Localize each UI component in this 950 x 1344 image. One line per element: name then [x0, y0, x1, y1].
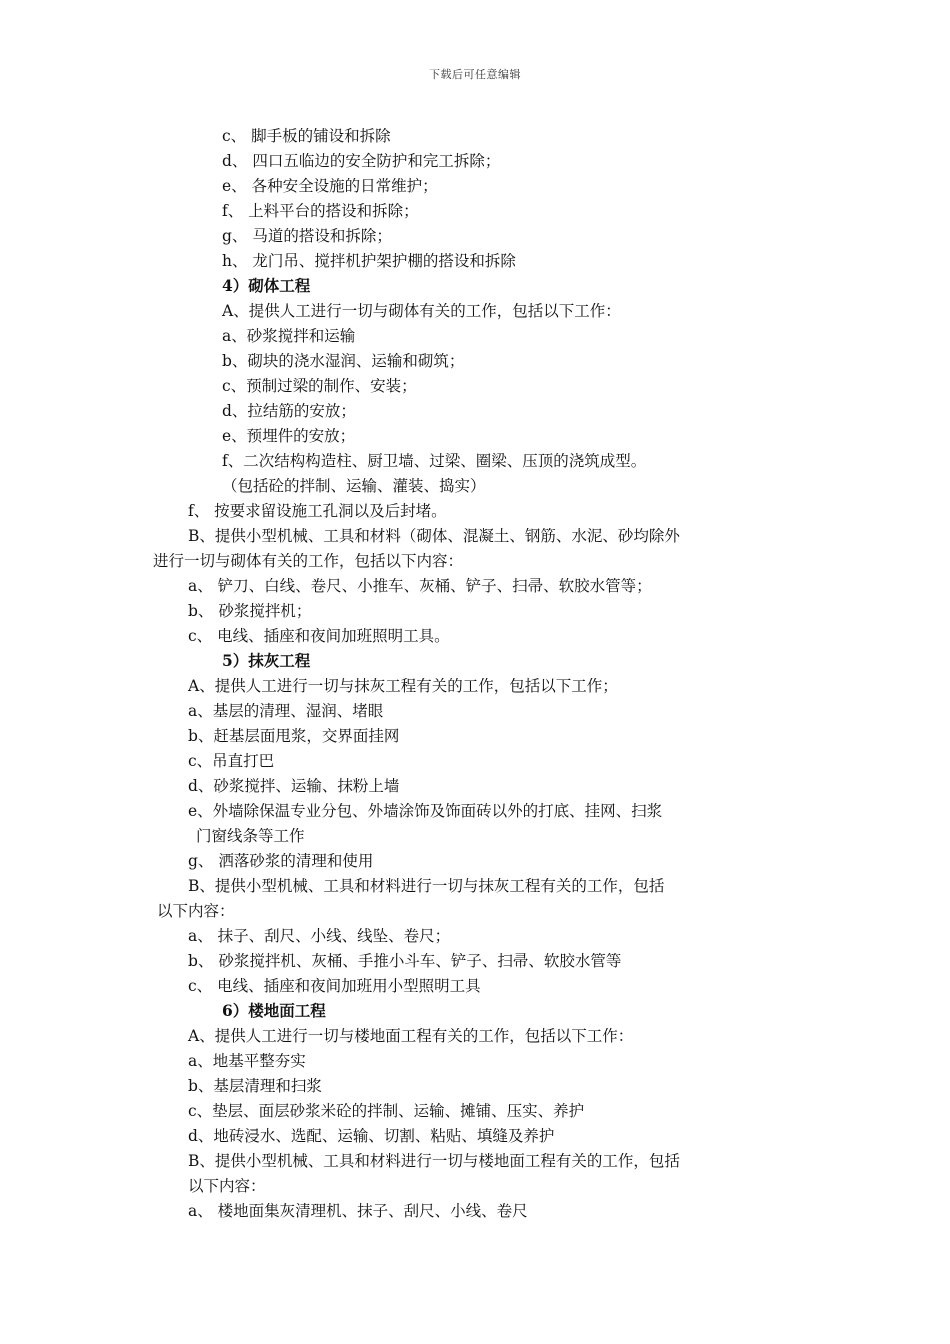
paragraph-continuation: 以下内容：: [188, 1177, 266, 1195]
paragraph: B、提供小型机械、工具和材料进行一切与楼地面工程有关的工作，包括: [188, 1152, 680, 1170]
list-item: g、 洒落砂浆的清理和使用: [188, 852, 374, 870]
list-item: d、 四口五临边的安全防护和完工拆除；: [222, 152, 501, 170]
list-item: c、 脚手板的铺设和拆除: [222, 127, 391, 145]
list-item: c、 电线、插座和夜间加班照明工具。: [188, 627, 450, 645]
list-item: c、垫层、面层砂浆米砼的拌制、运输、摊铺、压实、养护: [188, 1102, 585, 1120]
list-item: a、基层的清理、湿润、堵眼: [188, 702, 384, 720]
section-heading: 6）楼地面工程: [222, 1001, 326, 1020]
paragraph-continuation: 以下内容：: [157, 902, 235, 920]
paragraph: A、提供人工进行一切与抹灰工程有关的工作，包括以下工作；: [188, 677, 618, 695]
section-heading: 4）砌体工程: [222, 276, 311, 295]
page-header: 下载后可任意编辑: [429, 68, 521, 81]
list-item: d、拉结筋的安放；: [222, 402, 356, 420]
list-item: b、 砂浆搅拌机、灰桶、手推小斗车、铲子、扫帚、软胶水管等: [188, 952, 622, 970]
section-heading: 5）抹灰工程: [222, 651, 311, 670]
list-item: c、 电线、插座和夜间加班用小型照明工具: [188, 977, 481, 995]
list-item: d、地砖浸水、选配、运输、切割、粘贴、填缝及养护: [188, 1127, 555, 1145]
list-item-continuation: 门窗线条等工作: [196, 827, 305, 845]
paragraph-continuation: 进行一切与砌体有关的工作，包括以下内容：: [153, 552, 464, 570]
list-item: a、砂浆搅拌和运输: [222, 327, 356, 345]
list-item: f、 按要求留设施工孔洞以及后封堵。: [188, 502, 447, 520]
list-item: b、赶基层面甩浆，交界面挂网: [188, 727, 400, 745]
list-item: e、预埋件的安放；: [222, 427, 356, 445]
paragraph: B、提供小型机械、工具和材料（砌体、混凝土、钢筋、水泥、砂均除外: [188, 527, 680, 545]
paragraph: A、提供人工进行一切与砌体有关的工作，包括以下工作：: [222, 302, 621, 320]
list-item: c、吊直打巴: [188, 752, 275, 770]
list-item: a、地基平整夯实: [188, 1052, 306, 1070]
list-item: e、外墙除保温专业分包、外墙涂饰及饰面砖以外的打底、挂网、扫浆: [188, 802, 663, 820]
list-item: a、 楼地面集灰清理机、抹子、刮尺、小线、卷尺: [188, 1202, 528, 1220]
list-item: f、二次结构构造柱、厨卫墙、过梁、圈梁、压顶的浇筑成型。: [222, 452, 647, 470]
list-item: f、 上料平台的搭设和拆除；: [222, 202, 419, 220]
list-item: b、 砂浆搅拌机；: [188, 602, 312, 620]
paragraph: B、提供小型机械、工具和材料进行一切与抹灰工程有关的工作，包括: [188, 877, 665, 895]
paragraph: A、提供人工进行一切与楼地面工程有关的工作，包括以下工作：: [188, 1027, 634, 1045]
list-item: g、 马道的搭设和拆除；: [222, 227, 392, 245]
list-item: h、 龙门吊、搅拌机护架护棚的搭设和拆除: [222, 252, 516, 270]
list-item: a、 抹子、刮尺、小线、线坠、卷尺；: [188, 927, 451, 945]
list-item: c、预制过梁的制作、安装；: [222, 377, 417, 395]
list-item-continuation: （包括砼的拌制、运输、灌装、捣实）: [222, 477, 486, 495]
list-item: b、基层清理和扫浆: [188, 1077, 322, 1095]
list-item: a、 铲刀、白线、卷尺、小推车、灰桶、铲子、扫帚、软胶水管等；: [188, 577, 652, 595]
list-item: d、砂浆搅拌、运输、抹粉上墙: [188, 777, 400, 795]
list-item: e、 各种安全设施的日常维护；: [222, 177, 438, 195]
list-item: b、砌块的浇水湿润、运输和砌筑；: [222, 352, 465, 370]
